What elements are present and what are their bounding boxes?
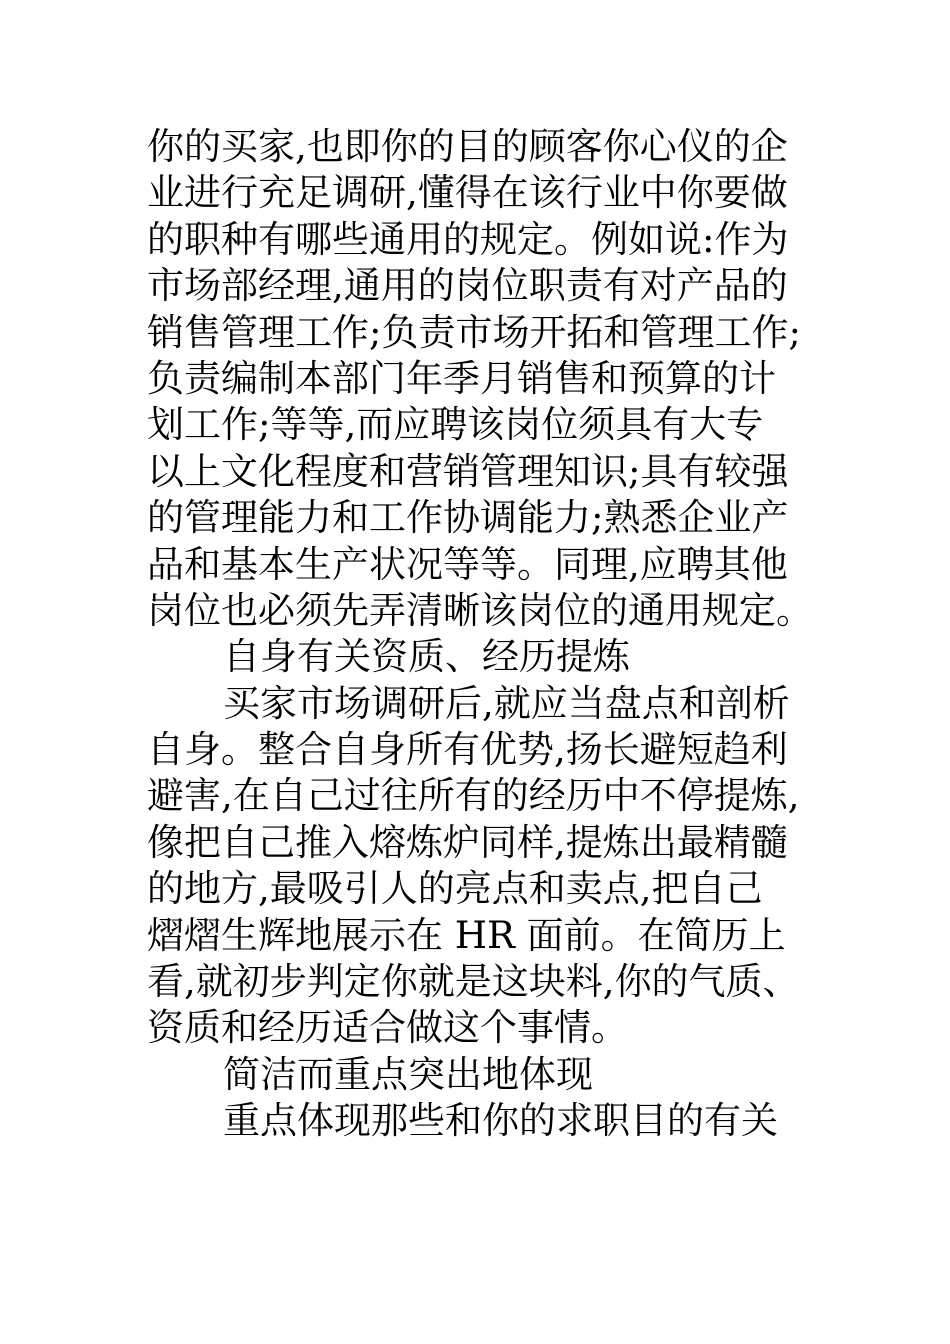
body-text xyxy=(147,124,837,1145)
text-line-16: 像把自己推入熔炼炉同样,提炼出最精髓 xyxy=(147,820,788,864)
text-line-1: 你的买家,也即你的目的顾客你心仪的企 xyxy=(147,125,788,168)
text-line-14: 自身。整合自身所有优势,扬长避短趋利 xyxy=(147,728,788,772)
text-line-2: 业进行充足调研,懂得在该行业中你要做 xyxy=(147,171,788,215)
text-line-11: 岗位也必须先弄清晰该岗位的通用规定。 xyxy=(147,588,813,632)
text-line-18: 熠熠生辉地展示在 HR 面前。在简历上 xyxy=(147,913,786,957)
text-line-15: 避害,在自己过往所有的经历中不停提炼, xyxy=(147,774,800,818)
text-line-9: 的管理能力和工作协调能力;熟悉企业产 xyxy=(147,496,789,540)
text-line-6: 负责编制本部门年季月销售和预算的计 xyxy=(147,356,776,400)
text-line-17: 的地方,最吸引人的亮点和卖点,把自己 xyxy=(147,867,763,911)
text-line-5: 销售管理工作;负责市场开拓和管理工作; xyxy=(147,310,801,354)
text-line-20: 资质和经历适合做这个事情。 xyxy=(147,1006,628,1050)
text-line-7: 划工作;等等,而应聘该岗位须具有大专 xyxy=(147,403,764,447)
text-line-22: 重点体现那些和你的求职目的有关 xyxy=(223,1099,778,1143)
text-line-8: 以上文化程度和营销管理知识;具有较强 xyxy=(147,449,789,493)
text-line-10: 品和基本生产状况等等。同理,应聘其他 xyxy=(147,542,788,586)
text-line-4: 市场部经理,通用的岗位职责有对产品的 xyxy=(147,264,788,308)
section-heading-qualifications: 自身有关资质、经历提炼 xyxy=(223,635,630,679)
section-heading-concise: 简洁而重点突出地体现 xyxy=(223,1052,593,1096)
text-line-19: 看,就初步判定你就是这块料,你的气质、 xyxy=(147,960,800,1004)
text-line-13: 买家市场调研后,就应当盘点和剖析 xyxy=(223,681,790,725)
text-line-3: 的职种有哪些通用的规定。例如说:作为 xyxy=(147,217,789,261)
